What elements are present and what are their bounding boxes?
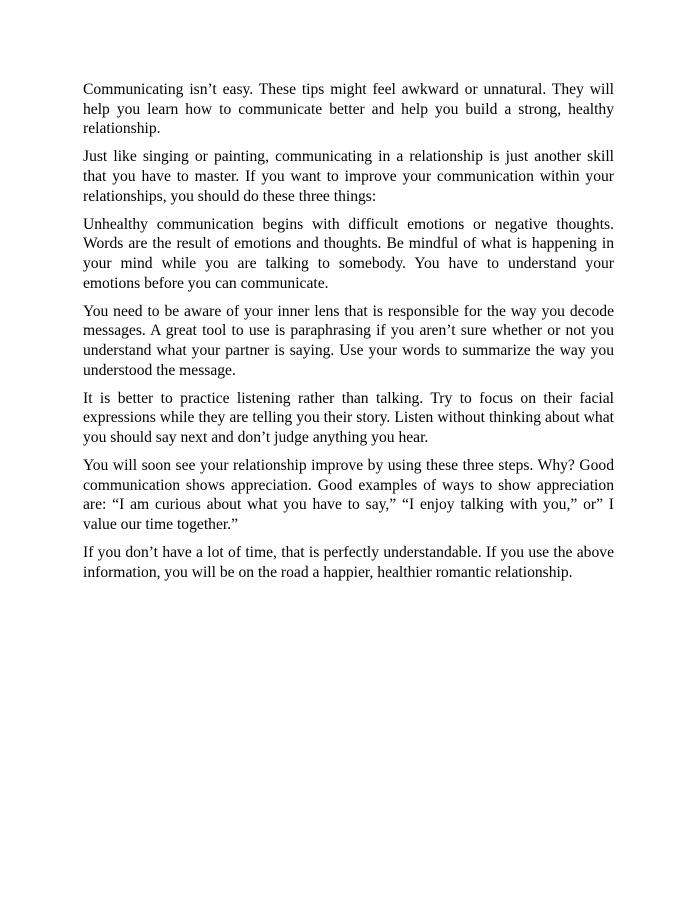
paragraph-listening: It is better to practice listening rather than talking. Try to focus on their facial expressions while they are telling you their story. Listen without thinking about what you should say next and don’t judge anything you hear. — [83, 389, 614, 446]
paragraph-conclusion: If you don’t have a lot of time, that is perfectly understandable. If you use the above information, you will be on the road a happier, healthier romantic relationship. — [83, 544, 614, 581]
paragraph-emotions: Unhealthy communication begins with difficult emotions or negative thoughts. Words are the result of emotions and thoughts. Be mindful of what is happening in your mind while you are talking to somebody. You have to understand your emotions before you can communicate. — [83, 215, 614, 292]
paragraph-skill: Just like singing or painting, communicating in a relationship is just another skill that you have to master. If you want to improve your communication within your relationships, you should do these three things: — [83, 148, 614, 205]
paragraph-inner-lens: You need to be aware of your inner lens that is responsible for the way you decode messages. A great tool to use is paraphrasing if you aren’t sure whether or not you understand what your partner is saying. Use your words to summarize the way you understood the message. — [83, 302, 614, 379]
paragraph-appreciation: You will soon see your relationship improve by using these three steps. Why? Good communication shows appreciation. Good examples of ways to show appreciation are: “I am curious about what you have to say,” “I enjoy talking with you,” or” I value our time together.” — [83, 457, 614, 533]
document-body — [83, 80, 614, 582]
paragraph-intro: Communicating isn’t easy. These tips might feel awkward or unnatural. They will help you learn how to communicate better and help you build a strong, healthy relationship. — [83, 81, 614, 138]
